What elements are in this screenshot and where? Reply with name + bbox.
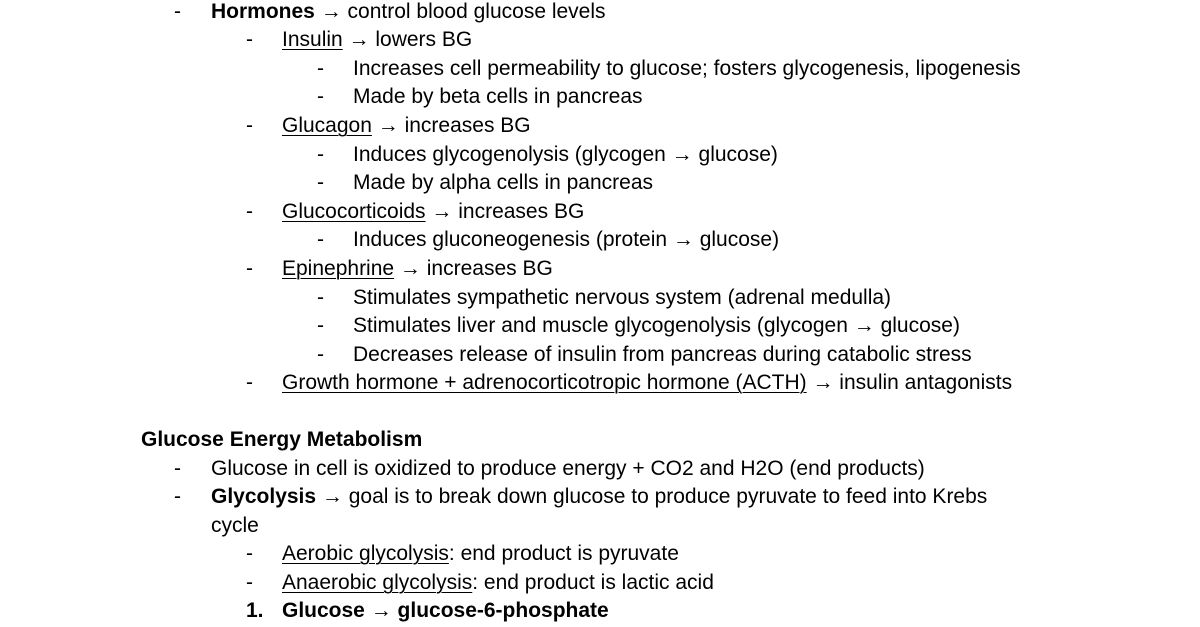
insulin-desc: → lowers BG [342,28,473,51]
aerobic-desc: : end product is pyruvate [448,542,679,565]
anaerobic-term: Anaerobic glycolysis [282,571,473,594]
metabolism-point-1: Glucose in cell is oxidized to produce energy + CO2 and H2O (end products) [211,457,925,480]
bullet-dash: - [317,314,324,337]
epinephrine-point-3: Decreases release of insulin from pancreas during catabolic stress [353,343,972,366]
hormones-desc: → control blood glucose levels [314,0,606,23]
glucocorticoids-line [282,198,584,226]
glucagon-point-1: Induces glycogenolysis (glycogen → glucose) [353,143,778,166]
insulin-line [282,26,472,54]
epinephrine-desc: → increases BG [394,257,553,280]
glucocorticoids-point-1: Induces gluconeogenesis (protein → glucose) [353,228,780,251]
glucagon-line [282,112,531,140]
glycolysis-desc: → goal is to break down glucose to produce pyruvate to feed into Krebs [316,485,988,508]
bullet-dash: - [246,371,253,394]
bullet-dash: - [317,228,324,251]
bullet-dash: - [246,114,253,137]
bullet-dash: - [246,28,253,51]
glycolysis-title: Glycolysis [211,485,317,508]
bullet-dash: - [246,542,253,565]
anaerobic-desc: : end product is lactic acid [472,571,714,594]
bullet-dash: - [174,0,181,23]
bullet-dash: - [317,171,324,194]
insulin-point-2: Made by beta cells in pancreas [353,85,643,108]
hormones-title: Hormones [211,0,315,23]
epinephrine-term: Epinephrine [282,257,395,280]
bullet-dash: - [317,143,324,166]
bullet-dash: - [317,286,324,309]
bullet-dash: - [246,200,253,223]
anaerobic-line [282,569,714,597]
growth-hormone-line [282,369,1012,397]
epinephrine-point-1: Stimulates sympathetic nervous system (adrenal medulla) [353,286,892,309]
aerobic-line [282,540,679,568]
bullet-dash: - [174,457,181,480]
glucagon-desc: → increases BG [371,114,531,137]
epinephrine-point-2: Stimulates liver and muscle glycogenolysis (glycogen → glucose) [353,314,960,337]
bullet-dash: - [246,571,253,594]
bullet-dash: - [174,485,181,508]
glycolysis-step-1: Glucose → glucose-6-phosphate [282,599,609,622]
bullet-dash: - [317,343,324,366]
glycolysis-desc-continued: cycle [211,514,259,537]
growth-hormone-desc: → insulin antagonists [806,371,1013,394]
glycolysis-line [211,483,987,511]
bullet-dash: - [246,257,253,280]
glucocorticoids-desc: → increases BG [425,200,585,223]
insulin-point-1: Increases cell permeability to glucose; fosters glycogenesis, lipogenesis [353,57,1021,80]
growth-hormone-term: Growth hormone + adrenocorticotropic hormone (ACTH) [282,371,807,394]
glucagon-point-2: Made by alpha cells in pancreas [353,171,654,194]
step-number: 1. [246,599,264,622]
insulin-term: Insulin [282,28,343,51]
section-heading: Glucose Energy Metabolism [141,428,423,451]
glucocorticoids-term: Glucocorticoids [282,200,426,223]
bullet-dash: - [317,57,324,80]
glucagon-term: Glucagon [282,114,372,137]
aerobic-term: Aerobic glycolysis [282,542,449,565]
hormones-line [211,0,606,26]
bullet-dash: - [317,85,324,108]
epinephrine-line [282,255,553,283]
